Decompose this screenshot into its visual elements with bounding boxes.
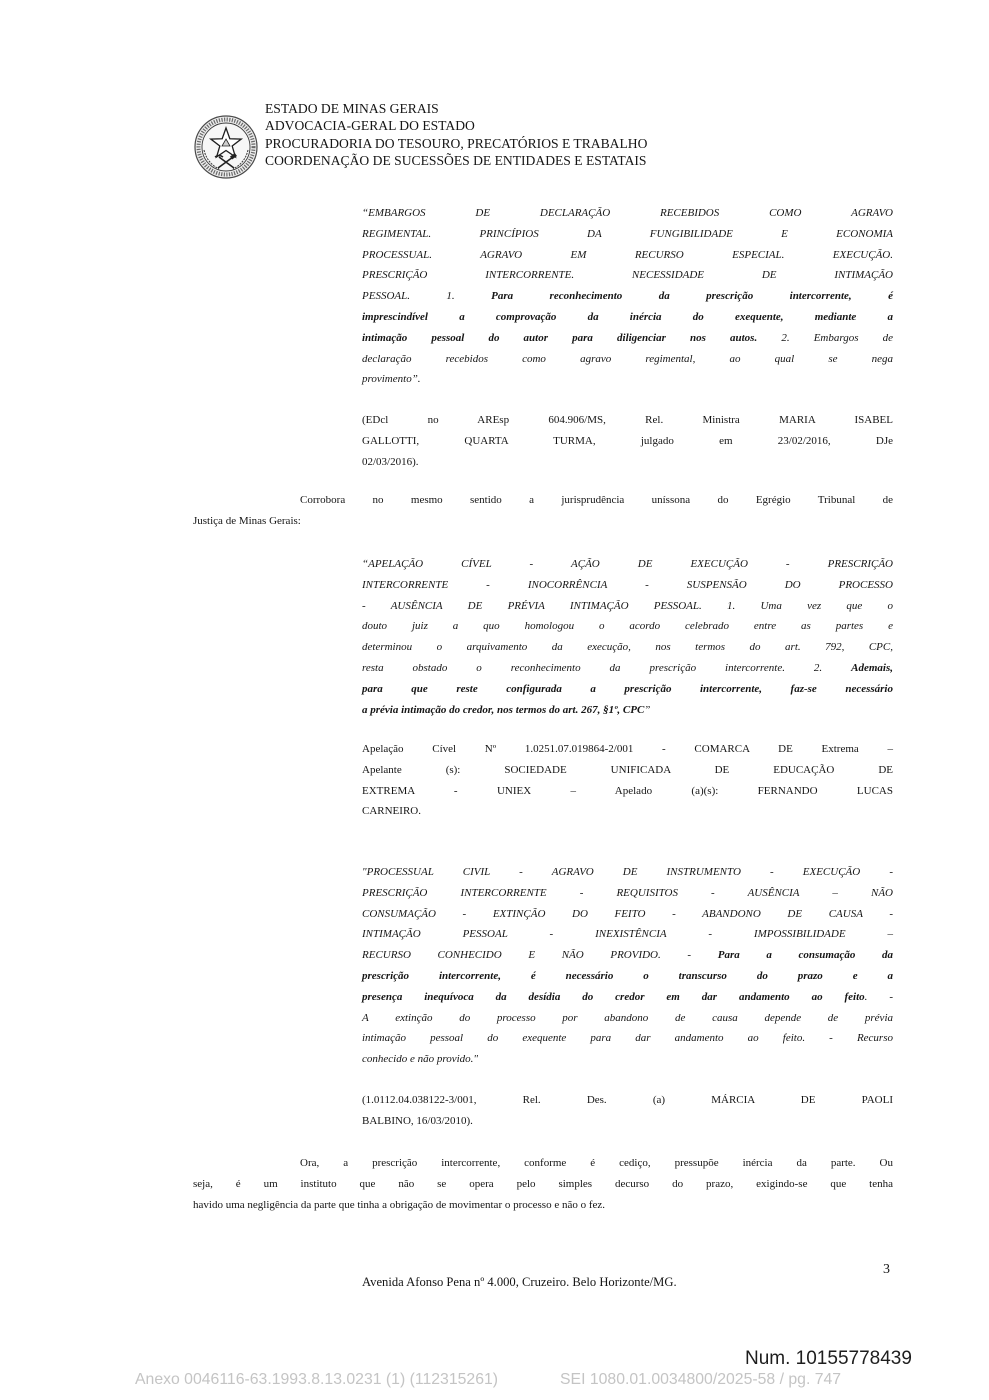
header-department: PROCURADORIA DO TESOURO, PRECATÓRIOS E TRABALHO xyxy=(265,135,648,151)
text-segment: (1.0112.04.038122-3/001, Rel. Des. (a) MÁRCIA DE PAOLI xyxy=(362,1094,893,1106)
citation-line xyxy=(362,431,893,452)
quote-line xyxy=(362,245,893,266)
jurisprudence-citation xyxy=(362,739,893,822)
emphasized-text: Para a consumação da xyxy=(717,949,893,962)
jurisprudence-quote xyxy=(362,554,893,720)
text-segment: CARNEIRO. xyxy=(362,805,421,818)
quote-line xyxy=(362,883,893,904)
text-segment: “APELAÇÃO CÍVEL - AÇÃO DE EXECUÇÃO - PRESCRIÇÃO xyxy=(362,558,893,570)
header-agency: ADVOCACIA-GERAL DO ESTADO xyxy=(265,118,475,134)
coat-of-arms-seal-icon xyxy=(192,114,260,180)
header-coordination: COORDENAÇÃO DE SUCESSÕES DE ENTIDADES E ESTATAIS xyxy=(265,152,647,168)
text-segment: “EMBARGOS DE DECLARAÇÃO RECEBIDOS COMO AGRAVO xyxy=(362,207,893,219)
page-number: 3 xyxy=(883,1262,890,1277)
quote-line xyxy=(362,987,893,1008)
quote-line xyxy=(362,700,893,721)
text-segment: Apelação Cível Nº 1.0251.07.019864-2/001 - COMARCA DE Extrema – xyxy=(362,743,893,755)
citation-line xyxy=(362,781,893,802)
text-segment: INTIMAÇÃO PESSOAL - INEXISTÊNCIA - IMPOSSIBILIDADE – xyxy=(362,928,893,941)
text-segment: Apelante (s): SOCIEDADE UNIFICADA DE EDUCAÇÃO DE xyxy=(362,763,893,776)
quote-line xyxy=(362,679,893,700)
text-segment: (EDcl no AREsp 604.906/MS, Rel. Ministra MARIA ISABEL xyxy=(362,414,893,426)
quote-line xyxy=(362,575,893,596)
text-segment: seja, é um instituto que não se opera pelo simples decurso do prazo, exigindo-se que tenha xyxy=(193,1177,893,1190)
emphasized-text: prescrição intercorrente, é necessário o transcurso do prazo e a xyxy=(362,969,893,982)
jurisprudence-citation xyxy=(362,410,893,472)
quote-line xyxy=(362,328,893,349)
quote-line xyxy=(362,286,893,307)
citation-line xyxy=(362,760,893,781)
paragraph-line xyxy=(193,511,893,532)
text-segment: PRESCRIÇÃO INTERCORRENTE. NECESSIDADE DE INTIMAÇÃO xyxy=(362,269,893,282)
quote-line xyxy=(362,596,893,617)
emphasized-text: Para reconhecimento da prescrição intercorrente, é xyxy=(491,290,893,303)
text-segment: resta obstado o reconhecimento da prescrição intercorrente. 2. xyxy=(362,661,852,674)
quote-line xyxy=(362,265,893,286)
quote-line xyxy=(362,1028,893,1049)
quote-line xyxy=(362,966,893,987)
institution-header xyxy=(265,100,647,169)
quote-line xyxy=(362,349,893,370)
footer-address: Avenida Afonso Pena nº 4.000, Cruzeiro. Belo Horizonte/MG. xyxy=(362,1275,677,1289)
text-segment: PROCESSUAL. AGRAVO EM RECURSO ESPECIAL. EXECUÇÃO. xyxy=(362,248,893,261)
text-segment: douto juiz a quo homologou o acordo celebrado entre as partes e xyxy=(362,620,893,633)
text-segment: determinou o arquivamento da execução, nos termos do art. 792, CPC, xyxy=(362,641,893,654)
quote-line xyxy=(362,1008,893,1029)
text-segment: RECURSO CONHECIDO E NÃO PROVIDO. - xyxy=(362,949,718,962)
quote-line xyxy=(362,307,893,328)
emphasized-text: para que reste configurada a prescrição intercorrente, faz-se necessário xyxy=(362,682,893,695)
emphasized-text: a prévia intimação do credor, nos termos do art. 267, §1º, CPC xyxy=(362,703,645,716)
paragraph-line xyxy=(193,1153,893,1174)
text-segment: GALLOTTI, QUARTA TURMA, julgado em 23/02/2016, DJe xyxy=(362,434,893,447)
emphasized-text: imprescindível a comprovação da inércia do exequente, mediante a xyxy=(362,310,893,323)
emphasized-text: presença inequívoca da desídia do credor em dar andamento ao feito xyxy=(362,990,865,1003)
text-segment: havido uma negligência da parte que tinha a obrigação de movimentar o processo e não o fez. xyxy=(193,1198,606,1211)
citation-line xyxy=(362,452,893,473)
text-segment: INTERCORRENTE - INOCORRÊNCIA - SUSPENSÃO DO PROCESSO xyxy=(362,578,893,591)
quote-line xyxy=(362,616,893,637)
paragraph-line xyxy=(193,1195,893,1216)
quote-line xyxy=(362,1049,893,1070)
text-segment: PRESCRIÇÃO INTERCORRENTE - REQUISITOS - AUSÊNCIA – NÃO xyxy=(362,886,893,899)
quote-line xyxy=(362,554,893,575)
text-segment: 2. Embargos de xyxy=(757,331,893,344)
citation-line xyxy=(362,1090,893,1111)
quote-line xyxy=(362,658,893,679)
text-segment: A extinção do processo por abandono de causa depende de prévia xyxy=(362,1011,893,1024)
body-paragraph xyxy=(193,490,893,532)
text-segment: REGIMENTAL. PRINCÍPIOS DA FUNGIBILIDADE E ECONOMIA xyxy=(362,227,893,240)
annex-stamp: Anexo 0046116-63.1993.8.13.0231 (1) (112315261) xyxy=(135,1371,499,1388)
text-segment: . - xyxy=(864,990,893,1003)
text-segment: ” xyxy=(644,703,651,716)
header-state: ESTADO DE MINAS GERAIS xyxy=(265,101,439,116)
jurisprudence-quote xyxy=(362,862,893,1070)
text-segment: BALBINO, 16/03/2010). xyxy=(362,1114,473,1127)
text-segment: declaração recebidos como agravo regimental, ao qual se nega xyxy=(362,352,893,365)
text-segment: Ora, a prescrição intercorrente, conforme é cediço, pressupõe inércia da parte. Ou xyxy=(300,1157,893,1169)
emphasized-text: Ademais, xyxy=(851,661,893,674)
body-paragraph xyxy=(193,1153,893,1215)
quote-line xyxy=(362,637,893,658)
text-segment: Corrobora no mesmo sentido a jurisprudência uníssona do Egrégio Tribunal de xyxy=(300,494,893,506)
jurisprudence-quote xyxy=(362,203,893,390)
quote-line xyxy=(362,369,893,390)
citation-line xyxy=(362,1111,893,1132)
sei-page-stamp: SEI 1080.01.0034800/2025-58 / pg. 747 xyxy=(560,1371,842,1388)
quote-line xyxy=(362,924,893,945)
text-segment: CONSUMAÇÃO - EXTINÇÃO DO FEITO - ABANDONO DE CAUSA - xyxy=(362,907,893,920)
quote-line xyxy=(362,862,893,883)
paragraph-line xyxy=(193,1174,893,1195)
text-segment: "PROCESSUAL CIVIL - AGRAVO DE INSTRUMENTO - EXECUÇÃO - xyxy=(362,866,893,878)
text-segment: - AUSÊNCIA DE PRÉVIA INTIMAÇÃO PESSOAL. 1. Uma vez que o xyxy=(362,599,893,612)
text-segment: Justiça de Minas Gerais: xyxy=(193,514,301,527)
text-segment: 02/03/2016). xyxy=(362,455,419,468)
text-segment: intimação pessoal do exequente para dar andamento ao feito. - Recurso xyxy=(362,1032,893,1045)
citation-line xyxy=(362,410,893,431)
text-segment: EXTREMA - UNIEX – Apelado (a)(s): FERNANDO LUCAS xyxy=(362,784,893,797)
text-segment: PESSOAL. 1. xyxy=(362,290,492,303)
citation-line xyxy=(362,739,893,760)
document-number: Num. 10155778439 xyxy=(745,1348,912,1369)
paragraph-line xyxy=(193,490,893,511)
quote-line xyxy=(362,224,893,245)
quote-line xyxy=(362,945,893,966)
emphasized-text: intimação pessoal do autor para diligenciar nos autos. xyxy=(362,331,758,344)
jurisprudence-citation xyxy=(362,1090,893,1132)
citation-line xyxy=(362,801,893,822)
quote-line xyxy=(362,203,893,224)
text-segment: provimento”. xyxy=(362,373,421,386)
quote-line xyxy=(362,904,893,925)
text-segment: conhecido e não provido." xyxy=(362,1053,479,1066)
